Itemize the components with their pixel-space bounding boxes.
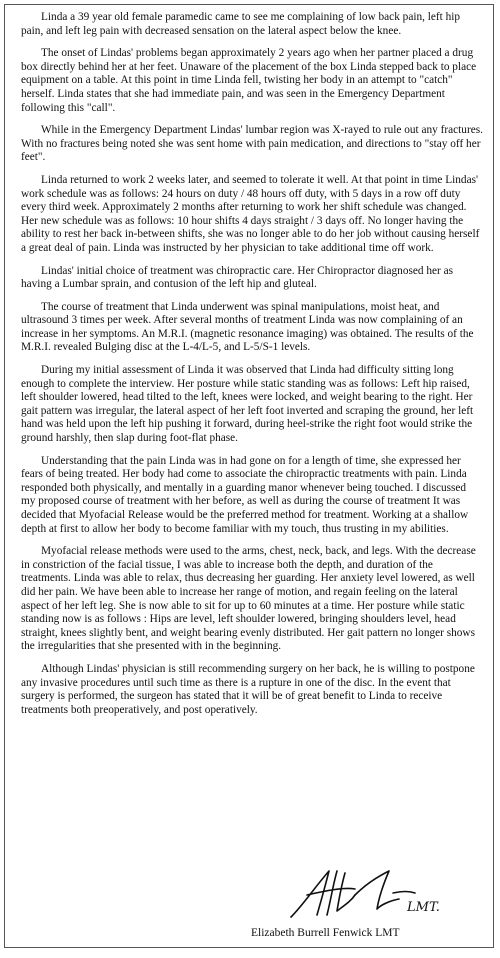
signature-lmt: LMT. bbox=[407, 900, 440, 915]
letter-page bbox=[4, 4, 494, 948]
paragraph-8: Understanding that the pain Linda was in had gone on for a length of time, she expressed her fears of being treated. Her body had come to associate the chiropractic treatments with pain. Linda responded both physically, and mentally in a guarding manor whenever being touched. I discussed my proposed course of treatment with her before, as well as during the course of treatment It was decided that Myofacial Release would be the preferred method for treatment. Working at a shallow depth at first to allow her body to become familiar with my touch, thus trusting in my abilities. bbox=[21, 454, 469, 535]
paragraph-1: Linda a 39 year old female paramedic came to see me complaining of low back pain, left hip pain, and left leg pain with decreased sensation on the lateral aspect below the knee. bbox=[21, 11, 461, 37]
paragraph-9: Myofacial release methods were used to the arms, chest, neck, back, and legs. With the decrease in constriction of the facial tissue, I was able to increase both the depth, and duration of the treatments. Linda was able to relax, thus decreasing her guarding. Her anxiety level lowered, as well did her pain. We have been able to increase her range of motion, and regain feeling on the lateral aspect of her left leg. She is now able to sit for up to 60 minutes at a time. Her posture while static standing now is as follows : Hips are level, left shoulder lowered, bringing shoulders level, head straight, knees slightly bent, and weight bearing evenly distributed. Her gait pattern no longer shows the irregularities that she presented with in the beginning. bbox=[21, 545, 476, 653]
paragraph-7: During my initial assessment of Linda it was observed that Linda had difficulty sitting long enough to complete the interview. Her posture while static standing was as follows: Left hip raised, left shoulder lowered, head tilted to the left, knees were locked, and weight bearing to the right. Her gait pattern was irregular, the lateral aspect of her left foot inverted and scraping the ground, her left hand was held upon the left hip pushing it forward, during heel-strike the right foot would strike the ground harshly, then slap during foot-flat phase. bbox=[21, 364, 474, 445]
paragraph-2: The onset of Lindas' problems began approximately 2 years ago when her partner placed a drug box directly behind her at her feet. Unaware of the placement of the box Linda stepped back to place equipment on a table. At this point in time Linda fell, twisting her body in an attempt to "catch" herself. Linda states that she had immediate pain, and was seen in the Emergency Department following this "call". bbox=[21, 47, 477, 114]
signer-name: Elizabeth Burrell Fenwick LMT bbox=[251, 927, 400, 939]
paragraph-3: While in the Emergency Department Lindas' lumbar region was X-rayed to rule out any fractures. With no fractures being noted she was sent home with pain medication, and directions to "stay off her feet". bbox=[21, 124, 483, 164]
paragraph-5: Lindas' initial choice of treatment was chiropractic care. Her Chiropractor diagnosed her as having a Lumbar sprain, and contusion of the left hip and gluteal. bbox=[21, 264, 454, 291]
handwritten-signature bbox=[285, 865, 455, 923]
paragraph-6: The course of treatment that Linda underwent was spinal manipulations, moist heat, and ultrasound 3 times per week. After several months of treatment Linda was now complaining of an increase in her symptoms. An M.R.I. (magnetic resonance imaging) was obtained. The results of the M.R.I. revealed Bulging disc at the L-4/L-5, and L-5/S-1 levels. bbox=[21, 300, 474, 354]
paragraph-10: Although Lindas' physician is still recommending surgery on her back, he is willing to postpone any invasive procedures until such time as there is a rupture in one of the disc. In the event that surgery is performed, the surgeon has stated that it will be of great benefit to Linda to receive treatments both preoperatively, and post operatively. bbox=[21, 662, 475, 716]
signature-block bbox=[245, 865, 465, 945]
paragraph-4: Linda returned to work 2 weeks later, and seemed to tolerate it well. At that point in time Lindas' work schedule was as follows: 24 hours on duty / 48 hours off duty, with 5 days in a row off duty every third week. Approximately 2 months after returning to work her shift schedule was changed. Her new schedule was as follows: 10 hour shifts 4 days straight / 3 days off. No longer having the ability to rest her back in-between shifts, she was no longer able to do her job without causing herself a great deal of pain. Linda was instructed by her physician to take additional time off work. bbox=[21, 173, 480, 254]
